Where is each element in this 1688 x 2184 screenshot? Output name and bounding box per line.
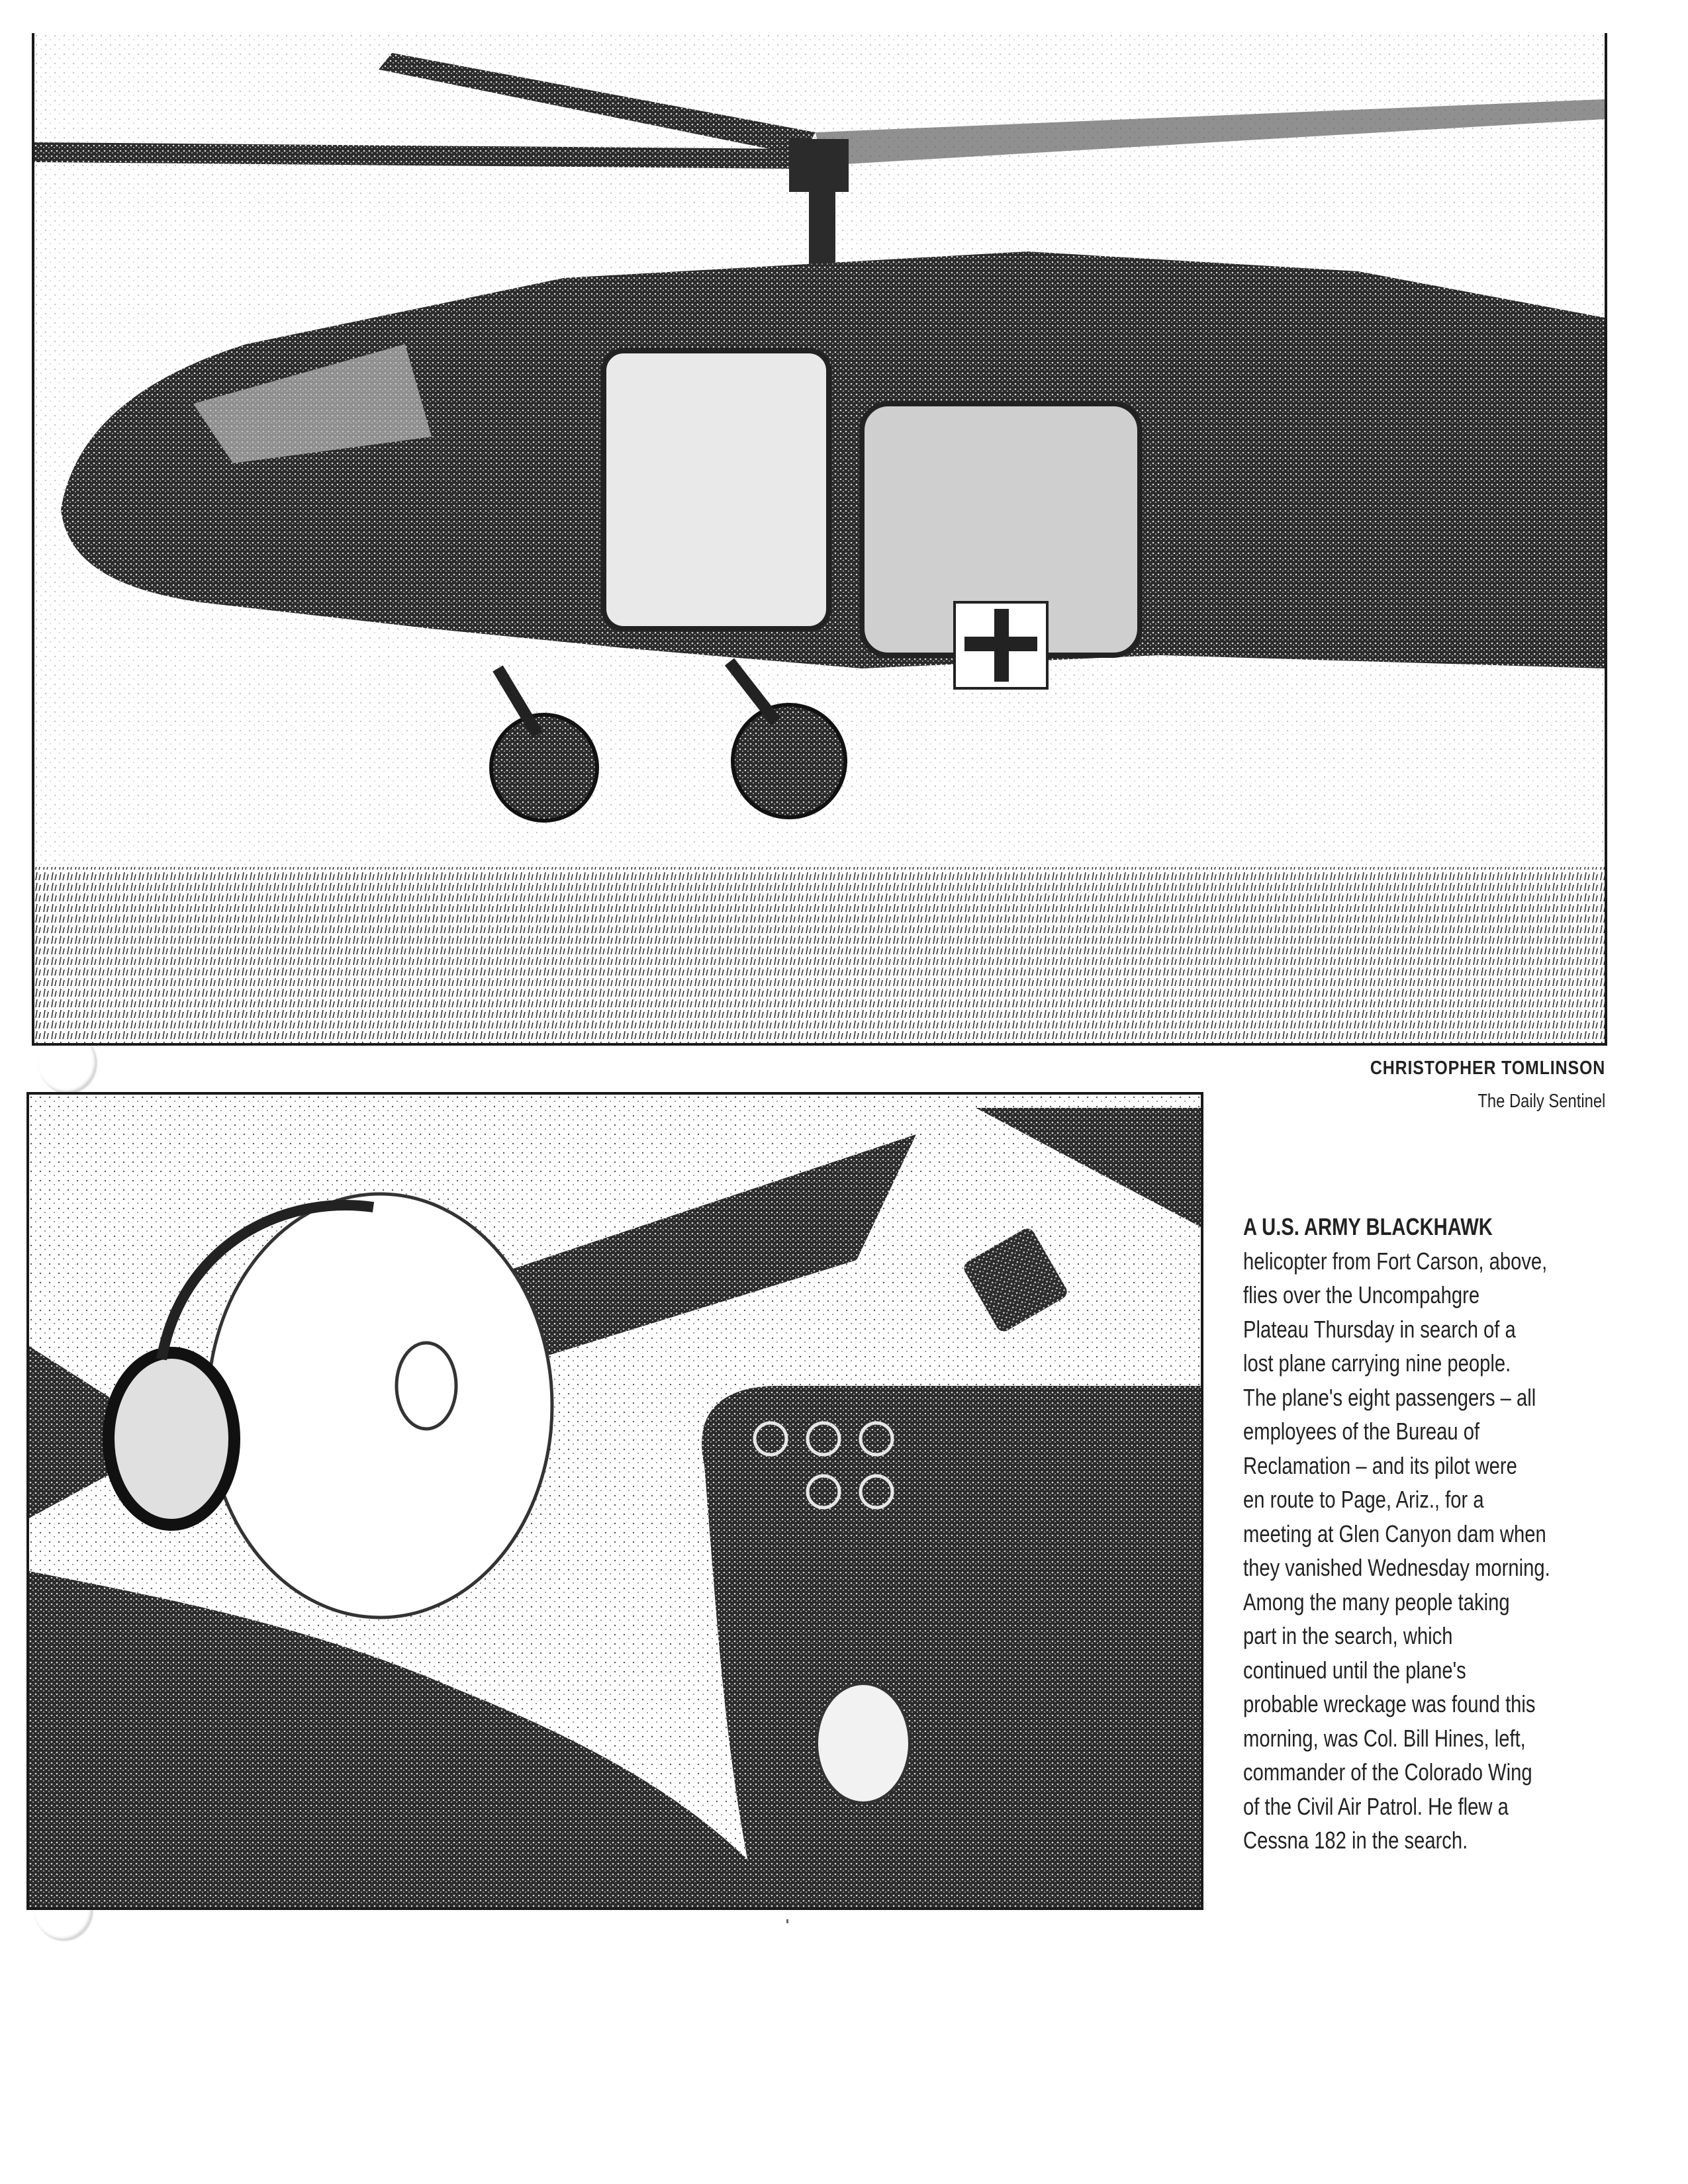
caption-line: The plane's eight passengers – all [1243, 1383, 1536, 1411]
caption-lead: A U.S. ARMY BLACKHAWK [1243, 1213, 1493, 1240]
rotor-mast [809, 185, 835, 271]
caption-line: of the Civil Air Patrol. He flew a [1243, 1792, 1509, 1820]
landing-wheel-front [491, 715, 597, 821]
pilot-photo [26, 1092, 1203, 1910]
caption-line: continued until the plane's [1243, 1656, 1466, 1684]
caption-line: probable wreckage was found this [1243, 1690, 1536, 1717]
headset-earcup [109, 1353, 234, 1525]
caption-line: employees of the Bureau of [1243, 1418, 1480, 1445]
scan-speck [786, 1919, 788, 1923]
photo-credit-publication: The Daily Sentinel [1477, 1091, 1605, 1112]
grass-field [34, 867, 1605, 1043]
caption-line: lost plane carrying nine people. [1243, 1349, 1511, 1377]
pilot-illustration [29, 1095, 1201, 1907]
caption-line: they vanished Wednesday morning. [1243, 1554, 1550, 1581]
pilot-hand [817, 1684, 910, 1803]
helicopter-photo [32, 33, 1607, 1046]
caption-line: en route to Page, Ariz., for a [1243, 1486, 1484, 1513]
helicopter-illustration [34, 33, 1605, 1043]
instrument-panel [702, 1386, 1201, 1907]
caption-line: Reclamation – and its pilot were [1243, 1451, 1517, 1479]
caption-line: Among the many people taking [1243, 1588, 1510, 1615]
cabin-door [604, 351, 829, 629]
rotor-hub [789, 139, 849, 192]
caption-line: commander of the Colorado Wing [1243, 1758, 1532, 1786]
photo-caption [1243, 1210, 1614, 1858]
caption-line: meeting at Glen Canyon dam when [1243, 1520, 1546, 1547]
landing-wheel-rear [733, 705, 845, 817]
caption-line: helicopter from Fort Carson, above, [1243, 1247, 1548, 1275]
caption-line: Plateau Thursday in search of a [1243, 1315, 1516, 1343]
pilot-head [208, 1194, 552, 1617]
photo-credit-photographer: CHRISTOPHER TOMLINSON [1370, 1058, 1605, 1079]
caption-line: morning, was Col. Bill Hines, left, [1243, 1724, 1526, 1752]
caption-line: flies over the Uncompahgre [1243, 1281, 1480, 1308]
caption-line: Cessna 182 in the search. [1243, 1827, 1468, 1854]
caption-line: part in the search, which [1243, 1622, 1453, 1649]
